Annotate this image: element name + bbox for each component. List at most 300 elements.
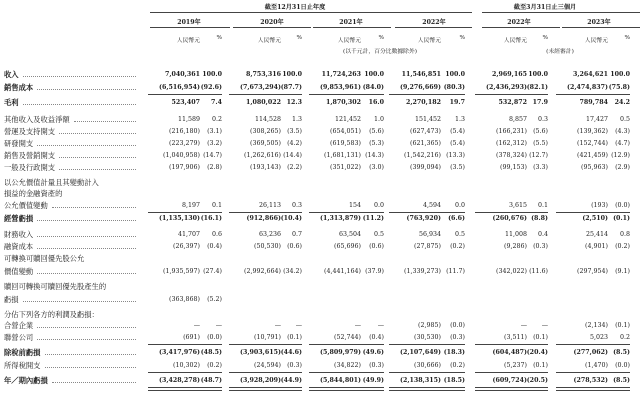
percent-cell: 100.0 bbox=[528, 71, 548, 78]
amount-cell: (9,276,669) bbox=[399, 84, 441, 91]
percent-cell: (87.7) bbox=[280, 84, 302, 91]
amount-cell: (369,505) bbox=[250, 140, 281, 147]
amount-cell: 11,008 bbox=[504, 231, 527, 238]
amount-cell: 2,969,165 bbox=[491, 71, 527, 78]
percent-cell: (49.6) bbox=[362, 349, 384, 356]
percent-cell: (8.8) bbox=[531, 215, 548, 222]
amount-cell: (1,681,131) bbox=[324, 152, 361, 159]
amount-cell: (278,532) bbox=[573, 377, 608, 384]
percent-cell: (2.2) bbox=[287, 164, 302, 171]
amount-cell: (308,265) bbox=[250, 128, 281, 135]
quarter-group-header: 截至3月31日止三個月 bbox=[513, 4, 577, 11]
amount-cell: (619,583) bbox=[330, 140, 361, 147]
percent-cell: (0.1) bbox=[533, 334, 548, 341]
amount-cell: (654,051) bbox=[330, 128, 361, 135]
amount-cell: 1,870,302 bbox=[325, 99, 361, 106]
percent-cell: 0.4 bbox=[537, 231, 548, 238]
currency-subheader: 人民幣元 bbox=[584, 38, 608, 44]
amount-cell: (260,676) bbox=[492, 215, 527, 222]
currency-subheader: 人民幣元 bbox=[337, 38, 361, 44]
percent-cell: 0.3 bbox=[291, 202, 302, 209]
row-label: 虧損 bbox=[4, 295, 19, 304]
amount-cell: (1,935,597) bbox=[163, 268, 200, 275]
percent-cell: (0.2) bbox=[450, 243, 465, 250]
percent-cell: 1.3 bbox=[291, 116, 302, 123]
total-double-rule bbox=[309, 387, 384, 391]
amount-cell: 11,724,263 bbox=[321, 71, 361, 78]
amount-cell: (52,744) bbox=[334, 334, 361, 341]
percent-cell: 0.5 bbox=[619, 116, 630, 123]
amount-cell: (99,153) bbox=[500, 164, 527, 171]
amount-cell: (621,365) bbox=[410, 140, 441, 147]
percent-cell: (5.4) bbox=[450, 128, 465, 135]
percent-cell: 17.9 bbox=[532, 99, 548, 106]
amount-cell: 8,197 bbox=[181, 202, 200, 209]
percent-cell: (0.1) bbox=[533, 362, 548, 369]
amount-cell: 121,452 bbox=[334, 116, 361, 123]
amount-cell: (627,473) bbox=[410, 128, 441, 135]
percent-cell: 0.7 bbox=[291, 231, 302, 238]
amount-cell: — bbox=[274, 322, 281, 329]
percent-cell: (44.6) bbox=[280, 349, 302, 356]
row-label: 價值變動 bbox=[4, 267, 34, 276]
percent-subheader: % bbox=[624, 35, 630, 41]
percent-cell: (3.5) bbox=[450, 164, 465, 171]
total-double-rule bbox=[389, 387, 465, 391]
percent-cell: (11.2) bbox=[362, 215, 384, 222]
percent-cell: (13.3) bbox=[446, 152, 465, 159]
percent-cell: (0.2) bbox=[615, 243, 630, 250]
amount-cell: (30,666) bbox=[414, 362, 441, 369]
amount-cell: (399,094) bbox=[410, 164, 441, 171]
year-2020: 2020年 bbox=[260, 19, 284, 26]
amount-cell: (34,822) bbox=[334, 362, 361, 369]
percent-cell: 100.0 bbox=[445, 71, 465, 78]
percent-cell: 19.7 bbox=[449, 99, 465, 106]
subtotal-rule bbox=[148, 94, 222, 95]
leader-dots bbox=[74, 121, 136, 122]
subtotal-rule bbox=[556, 344, 630, 345]
q1-2022: 2022年 bbox=[507, 19, 531, 26]
amount-cell: 25,414 bbox=[585, 231, 608, 238]
amount-cell: (223,279) bbox=[169, 140, 200, 147]
amount-cell: (342,022) bbox=[496, 268, 527, 275]
amount-cell: (5,237) bbox=[504, 362, 527, 369]
percent-cell: (11.7) bbox=[446, 268, 465, 275]
subtotal-rule bbox=[309, 94, 384, 95]
amount-cell: (193,143) bbox=[250, 164, 281, 171]
leader-dots bbox=[52, 207, 136, 208]
percent-subheader: % bbox=[216, 35, 222, 41]
subtotal-rule bbox=[389, 344, 465, 345]
subtotal-rule bbox=[556, 372, 630, 373]
currency-subheader: 人民幣元 bbox=[176, 38, 200, 44]
percent-cell: (75.8) bbox=[608, 84, 630, 91]
amount-cell: 63,236 bbox=[258, 231, 281, 238]
row-label: 一般及行政開支 bbox=[4, 163, 56, 172]
leader-dots bbox=[37, 339, 136, 340]
percent-cell: (0.1) bbox=[287, 334, 302, 341]
amount-cell: (30,530) bbox=[414, 334, 441, 341]
percent-cell: (0.2) bbox=[450, 362, 465, 369]
amount-cell: (1,339,273) bbox=[404, 268, 441, 275]
leader-dots bbox=[23, 301, 136, 302]
percent-cell: (0.6) bbox=[369, 243, 384, 250]
percent-subheader: % bbox=[459, 35, 465, 41]
row-label: 融資成本 bbox=[4, 242, 34, 251]
amount-cell: (26,397) bbox=[173, 243, 200, 250]
percent-cell: (12.7) bbox=[529, 152, 548, 159]
subtotal-rule bbox=[148, 212, 222, 213]
row-label: 毛利 bbox=[4, 98, 19, 107]
leader-dots bbox=[59, 169, 136, 170]
amount-cell: (9,286) bbox=[504, 243, 527, 250]
amount-cell: (197,906) bbox=[169, 164, 200, 171]
percent-cell: 100.0 bbox=[202, 71, 222, 78]
amount-cell: 26,113 bbox=[258, 202, 281, 209]
percent-cell: (0.6) bbox=[287, 243, 302, 250]
amount-cell: (50,530) bbox=[254, 243, 281, 250]
row-label: 銷售成本 bbox=[4, 83, 34, 92]
percent-cell: (5.3) bbox=[369, 140, 384, 147]
amount-cell: (351,022) bbox=[330, 164, 361, 171]
percent-cell: 0.5 bbox=[373, 231, 384, 238]
percent-cell: 24.2 bbox=[614, 99, 630, 106]
subtotal-rule bbox=[229, 94, 302, 95]
subtotal-rule bbox=[389, 372, 465, 373]
subtotal-rule bbox=[475, 344, 548, 345]
percent-cell: (14.3) bbox=[365, 152, 384, 159]
amount-cell: (216,180) bbox=[169, 128, 200, 135]
subtotal-rule bbox=[229, 344, 302, 345]
percent-cell: (11.6) bbox=[529, 268, 548, 275]
percent-cell: (0.1) bbox=[615, 322, 630, 329]
percent-cell: 16.0 bbox=[368, 99, 384, 106]
percent-cell: (0.3) bbox=[450, 334, 465, 341]
amount-cell: 11,589 bbox=[177, 116, 200, 123]
amount-cell: (4,901) bbox=[585, 243, 608, 250]
amount-cell: (3,511) bbox=[504, 334, 527, 341]
percent-cell: (8.5) bbox=[613, 349, 630, 356]
amount-cell: 3,264,621 bbox=[572, 71, 608, 78]
subtotal-rule bbox=[475, 372, 548, 373]
year-group-header: 截至12月31日止年度 bbox=[264, 4, 326, 11]
currency-subheader: 人民幣元 bbox=[417, 38, 441, 44]
percent-cell: (0.0) bbox=[207, 334, 222, 341]
row-label: 年／期內虧損 bbox=[4, 376, 48, 385]
year-2021: 2021年 bbox=[339, 19, 363, 26]
percent-cell: (0.2) bbox=[207, 362, 222, 369]
year-2022: 2022年 bbox=[422, 19, 446, 26]
subtotal-rule bbox=[309, 372, 384, 373]
amount-cell: (5,809,979) bbox=[319, 349, 361, 356]
subtotal-rule bbox=[556, 94, 630, 95]
amount-cell: 523,407 bbox=[171, 99, 200, 106]
row-label: 收入 bbox=[4, 70, 19, 79]
percent-cell: — bbox=[541, 322, 548, 329]
percent-cell: (92.6) bbox=[200, 84, 222, 91]
row-label: 其他收入及收益淨額 bbox=[4, 115, 70, 124]
amount-cell: (609,724) bbox=[492, 377, 527, 384]
total-double-rule bbox=[148, 387, 222, 391]
percent-cell: (10.4) bbox=[280, 215, 302, 222]
percent-subheader: % bbox=[378, 35, 384, 41]
amount-cell: (912,866) bbox=[246, 215, 281, 222]
amount-cell: (27,875) bbox=[414, 243, 441, 250]
percent-cell: (0.0) bbox=[615, 362, 630, 369]
row-label: 公允價值變動 bbox=[4, 201, 48, 210]
amount-cell: (193) bbox=[591, 202, 608, 209]
percent-cell: (34.2) bbox=[283, 268, 302, 275]
percent-cell: (0.3) bbox=[533, 243, 548, 250]
percent-cell: 0.0 bbox=[454, 202, 465, 209]
amount-cell: (9,853,961) bbox=[319, 84, 361, 91]
row-label: 贖回可轉換可贖回優先股產生的 bbox=[4, 282, 107, 291]
percent-cell: (14.4) bbox=[283, 152, 302, 159]
percent-subheader: % bbox=[542, 35, 548, 41]
amount-cell: (7,673,294) bbox=[239, 84, 281, 91]
amount-cell: 11,546,851 bbox=[401, 71, 441, 78]
percent-cell: (8.5) bbox=[613, 377, 630, 384]
percent-cell: 100.0 bbox=[610, 71, 630, 78]
amount-cell: 8,753,316 bbox=[245, 71, 281, 78]
amount-cell: 7,040,361 bbox=[164, 71, 200, 78]
amount-cell: — bbox=[193, 322, 200, 329]
amount-cell: (1,313,879) bbox=[319, 215, 361, 222]
percent-cell: 0.1 bbox=[537, 202, 548, 209]
percent-cell: (16.1) bbox=[200, 215, 222, 222]
amount-cell: (277,062) bbox=[573, 349, 608, 356]
amount-cell: (10,302) bbox=[173, 362, 200, 369]
leader-dots bbox=[37, 327, 136, 328]
percent-cell: (18.3) bbox=[443, 349, 465, 356]
amount-cell: (2,992,664) bbox=[244, 268, 281, 275]
subtotal-rule bbox=[148, 344, 222, 345]
percent-cell: (27.4) bbox=[203, 268, 222, 275]
percent-cell: (48.5) bbox=[200, 349, 222, 356]
row-label: 損益的金融資產的 bbox=[4, 189, 63, 198]
percent-cell: (4.7) bbox=[615, 140, 630, 147]
amount-cell: (139,362) bbox=[577, 128, 608, 135]
amount-cell: (2,138,315) bbox=[399, 377, 441, 384]
percent-cell: (3.3) bbox=[533, 164, 548, 171]
subtotal-rule bbox=[309, 212, 384, 213]
percent-cell: (18.5) bbox=[443, 377, 465, 384]
amount-cell: 3,615 bbox=[508, 202, 527, 209]
percent-cell: — bbox=[215, 322, 222, 329]
total-double-rule bbox=[229, 387, 302, 391]
amount-cell: (763,920) bbox=[406, 215, 441, 222]
amount-cell: (3,417,976) bbox=[158, 349, 200, 356]
percent-cell: 0.3 bbox=[537, 116, 548, 123]
row-label: 除稅前虧損 bbox=[4, 348, 41, 357]
subtotal-rule bbox=[229, 212, 302, 213]
row-label: 可轉換可贖回優先股公允 bbox=[4, 254, 85, 263]
percent-cell: 0.2 bbox=[619, 334, 630, 341]
amount-cell: (24,594) bbox=[254, 362, 281, 369]
amount-cell: (1,135,130) bbox=[158, 215, 200, 222]
amount-cell: — bbox=[520, 322, 527, 329]
percent-cell: 0.1 bbox=[211, 202, 222, 209]
amount-cell: (2,985) bbox=[418, 322, 441, 329]
leader-dots bbox=[37, 248, 136, 249]
percent-cell: (4.2) bbox=[287, 140, 302, 147]
percent-cell: (5.6) bbox=[533, 128, 548, 135]
subtotal-rule bbox=[475, 94, 548, 95]
leader-dots bbox=[45, 367, 137, 368]
unaudited-note: (未經審計) bbox=[546, 49, 574, 55]
amount-cell: 151,452 bbox=[414, 116, 441, 123]
amount-cell: 1,080,022 bbox=[245, 99, 281, 106]
percent-cell: 0.5 bbox=[454, 231, 465, 238]
amount-cell: (2,510) bbox=[582, 215, 608, 222]
percent-cell: 7.4 bbox=[211, 99, 222, 106]
amount-cell: (5,844,801) bbox=[319, 377, 361, 384]
percent-cell: (5.5) bbox=[533, 140, 548, 147]
amount-cell: 56,934 bbox=[418, 231, 441, 238]
total-double-rule bbox=[475, 387, 548, 391]
subtotal-rule bbox=[229, 372, 302, 373]
leader-dots bbox=[23, 104, 136, 105]
percent-cell: 0.8 bbox=[619, 231, 630, 238]
amount-cell: (2,107,649) bbox=[399, 349, 441, 356]
percent-cell: (5.4) bbox=[450, 140, 465, 147]
amount-cell: (166,231) bbox=[496, 128, 527, 135]
percent-subheader: % bbox=[296, 35, 302, 41]
subtotal-rule bbox=[389, 94, 465, 95]
row-label: 合營企業 bbox=[4, 321, 34, 330]
percent-cell: (80.3) bbox=[443, 84, 465, 91]
units-note: (以千元計，百分比數據除外) bbox=[342, 49, 418, 55]
leader-dots bbox=[59, 157, 136, 158]
percent-cell: — bbox=[377, 322, 384, 329]
percent-cell: (20.4) bbox=[526, 349, 548, 356]
amount-cell: (65,696) bbox=[334, 243, 361, 250]
percent-cell: (0.4) bbox=[207, 243, 222, 250]
percent-cell: (0.4) bbox=[369, 334, 384, 341]
subtotal-rule bbox=[309, 344, 384, 345]
percent-cell: (14.7) bbox=[203, 152, 222, 159]
amount-cell: 41,707 bbox=[177, 231, 200, 238]
amount-cell: 154 bbox=[348, 202, 361, 209]
amount-cell: (162,312) bbox=[496, 140, 527, 147]
amount-cell: (2,436,293) bbox=[485, 84, 527, 91]
percent-cell: (12.9) bbox=[611, 152, 630, 159]
amount-cell: (421,459) bbox=[577, 152, 608, 159]
amount-cell: 5,023 bbox=[589, 334, 608, 341]
row-label: 銷售及營銷開支 bbox=[4, 151, 56, 160]
percent-cell: (3.5) bbox=[287, 128, 302, 135]
amount-cell: 2,270,182 bbox=[405, 99, 441, 106]
amount-cell: (604,487) bbox=[492, 349, 527, 356]
percent-cell: (4.3) bbox=[615, 128, 630, 135]
percent-cell: (2.9) bbox=[615, 164, 630, 171]
percent-cell: 100.0 bbox=[364, 71, 384, 78]
amount-cell: (6,516,954) bbox=[158, 84, 200, 91]
amount-cell: 789,784 bbox=[579, 99, 608, 106]
row-label: 以公允價值計量且其變動計入 bbox=[4, 178, 99, 187]
percent-cell: (3.0) bbox=[369, 164, 384, 171]
amount-cell: (3,928,209) bbox=[239, 377, 281, 384]
amount-cell: 114,528 bbox=[254, 116, 281, 123]
amount-cell: 4,594 bbox=[422, 202, 441, 209]
subtotal-rule bbox=[389, 212, 465, 213]
percent-cell: (37.9) bbox=[365, 268, 384, 275]
amount-cell: (3,903,615) bbox=[239, 349, 281, 356]
leader-dots bbox=[59, 133, 136, 134]
percent-cell: (2.8) bbox=[207, 164, 222, 171]
row-label: 研發開支 bbox=[4, 139, 34, 148]
amount-cell: (4,441,164) bbox=[324, 268, 361, 275]
percent-cell: 1.3 bbox=[454, 116, 465, 123]
amount-cell: — bbox=[354, 322, 361, 329]
subtotal-rule bbox=[475, 212, 548, 213]
percent-cell: (0.3) bbox=[287, 362, 302, 369]
row-label: 分佔下列各方的利潤及虧損： bbox=[4, 310, 99, 319]
percent-cell: (49.9) bbox=[362, 377, 384, 384]
row-label: 營運及支持開支 bbox=[4, 127, 56, 136]
percent-cell: (9.1) bbox=[615, 268, 630, 275]
amount-cell: 8,857 bbox=[508, 116, 527, 123]
q1-2023: 2023年 bbox=[587, 19, 611, 26]
amount-cell: 63,504 bbox=[338, 231, 361, 238]
leader-dots bbox=[37, 236, 136, 237]
currency-subheader: 人民幣元 bbox=[257, 38, 281, 44]
percent-cell: (84.0) bbox=[362, 84, 384, 91]
amount-cell: (2,474,837) bbox=[566, 84, 608, 91]
total-double-rule bbox=[556, 387, 630, 391]
percent-cell: (0.3) bbox=[369, 362, 384, 369]
amount-cell: (378,324) bbox=[496, 152, 527, 159]
amount-cell: (10,791) bbox=[254, 334, 281, 341]
amount-cell: 17,427 bbox=[585, 116, 608, 123]
amount-cell: (691) bbox=[183, 334, 200, 341]
percent-cell: (5.6) bbox=[369, 128, 384, 135]
year-2019: 2019年 bbox=[177, 19, 201, 26]
amount-cell: (1,542,216) bbox=[404, 152, 441, 159]
amount-cell: (152,744) bbox=[577, 140, 608, 147]
percent-cell: 12.3 bbox=[286, 99, 302, 106]
percent-cell: 0.6 bbox=[211, 231, 222, 238]
amount-cell: (2,134) bbox=[585, 322, 608, 329]
percent-cell: — bbox=[295, 322, 302, 329]
row-label: 所得稅開支 bbox=[4, 361, 41, 370]
percent-cell: 1.0 bbox=[373, 116, 384, 123]
amount-cell: (1,262,616) bbox=[244, 152, 281, 159]
percent-cell: (0.0) bbox=[615, 202, 630, 209]
leader-dots bbox=[37, 145, 136, 146]
amount-cell: (297,954) bbox=[577, 268, 608, 275]
leader-dots bbox=[45, 354, 137, 355]
leader-dots bbox=[37, 273, 136, 274]
percent-cell: (6.6) bbox=[448, 215, 465, 222]
subtotal-rule bbox=[556, 212, 630, 213]
row-label: 財務收入 bbox=[4, 230, 34, 239]
amount-cell: (1,040,958) bbox=[163, 152, 200, 159]
subtotal-rule bbox=[148, 372, 222, 373]
amount-cell: (95,963) bbox=[581, 164, 608, 171]
percent-cell: (0.0) bbox=[450, 322, 465, 329]
percent-cell: (5.2) bbox=[207, 296, 222, 303]
percent-cell: (48.7) bbox=[200, 377, 222, 384]
percent-cell: (0.1) bbox=[613, 215, 630, 222]
leader-dots bbox=[37, 220, 136, 221]
percent-cell: (44.9) bbox=[280, 377, 302, 384]
percent-cell: 0.0 bbox=[373, 202, 384, 209]
percent-cell: (3.1) bbox=[207, 128, 222, 135]
percent-cell: (20.5) bbox=[526, 377, 548, 384]
percent-cell: 100.0 bbox=[282, 71, 302, 78]
